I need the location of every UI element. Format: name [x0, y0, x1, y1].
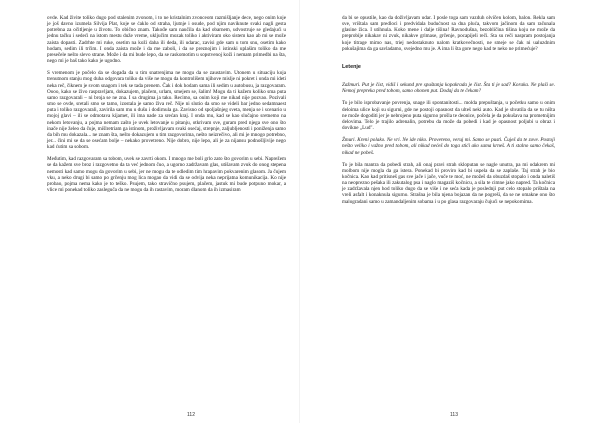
right-page: [300, 0, 600, 423]
page-number-right: 113: [450, 412, 458, 418]
left-paragraph: Međutim, kad razgovaram sa tobom, uvek se zavrti okom. I mnogo me boli grlo zato što govorim u sebi. Naprežem se da kažem sve broz i razgovetno da ta već jednom čuo, a ugorno zadržavam glas, utišavam zvuk do onog stepena nemosti kad samo mogu da govorim u sebi, jer ne mogu da te odledim tim hrapavim pokvarenim glasom. Ja čujem vku, a neko drugi bi samo po grčenju mog lica mogao da vidi da se odvija neka neprijatna komunikacija. Ko nije probao, pojma nema kako je to teško. Psujem, tako stravično psujem, plačem, jastuk mi bude potpuno mokar, a vlice mi ponekad toliko zasleguča da ne mogu da ih rastavim, moram dlanom da ih izmasiram: [47, 156, 286, 194]
section-heading: Letenje: [342, 63, 361, 70]
right-paragraph: da bi se opustile, kao da doživljavam udar. I posle toga sam vazduh olvičen kolom, balon. Rekla sam sve, vrištala sam predloci i predvidala budućnost sa dna pluća, takvom jačinom da sam računala glasine žica. I utihnula. Koko mene i dalje tišina! Ravnodušna, bezobličina tišina koju ne može da preprobije nikakav ni zvuk, nikakve grimase, grčenje, pocapijeli reči. Sta su reči naspram postojanja koje titrage mimo nas, triej nedostaknuto nalom kratkovečnosti, ne smeje se čak ni ualuzdnim pokušajima da ga savladamo, svejedno mu je. A ima li šta gore nego kad te neko ne primećuje?: [342, 15, 555, 52]
italic-paragraph: Žmuri. Kreni polako. Ne vri. Ne ide niko. Provereno, veruj mi. Samo se pusti. Čuješ da te zove. Postoji nešto veliko i važno pred tobom, ali nikad nećeš do toga stići ako sama krneš. A ti stalno samo čekaš, nikad ne pobeš.: [342, 137, 555, 156]
left-page-text: [47, 15, 286, 193]
page-number-left: 112: [187, 412, 195, 418]
right-paragraph: To je bilo isprobavanje povrenja, snage ili spontanitosti... molda prepuštanja, u početku samo u onim deloima ulice koji su sigurni, gde ne postoji opasnost da ulteš neki auto. Kad je shvatila da se tu ništa ne može dogoditi jer je nebrojeno puta sigurno prošla te deonice, počela je da pokušava na prometnijim delovima. Telo je trajilo adrenalin, potrebu da može da pobedi i kad je opasnost poljubi u obraz i dovikne „Lud".: [342, 100, 555, 132]
left-paragraph: ovde. Kad živite toliko dugo pod stalenim zvonom, i to ne kristalnim zvonceom razmišljanje dece, nego onim koje je još davno izumela Silvija Plat, koje se ćaklo od straha, ljutnje i osude, pod njim naviknute svaki nagli gesta potrebna za očitljenje u životu. To obično znam. Takođe sam naučila da kad obarnem, udvostruje se gledajući u jednu tačku i sedeći na istom mestu duže vreme, uključim mozak toliko i aktiviram oko sistem kao ab mi se može zaista dopasti. Zadrhte mi ruke, osetim na koži daha ili deda, ili udarac, zavisi gde sam u tom snu, osetim kako hodam, sedim ili trčim. I onda zaista može i da me zaboli, i da se preznojim i istinski uplašim toliko da me presečele nešto slevo strane. Može i da mi bude lepo, da se raskomotim u sopstvenoj koži i nemam primedbi na šta, nego mi je baš tako kako je ugodno.: [47, 15, 286, 65]
italic-paragraph: Zažmuri. Put je čist, vidiš i sekund pre spuštanja kopakrada je čist. Šta ti je sad? Koraka. Ne plaši se. Nemoj prepreka pred tobom, samo ohonen put. Dodaj da te čekam?: [342, 82, 555, 95]
right-paragraph: To je bila mantra da pobedi strah, ali onaj pravi strah skloputan se nagle unutra, pa mi odakrem mi molbom nije mogla da ga istera. Ponekad bi proviro kad bi uspela da se zaplaše. Taj strah je bio kočnica. Kao kad pritisneš gas sve jače i jače, vuče te moć, ne možeš da obuzdaš stopalo i onda naletiš na neoprezno pešaka ili zakutalog psa i naglo magaziš kočnicu, a sila te cimne jako napred. Ta kočnica je zadržavala njen hod toliko dugo da se više i ne seća kada je poslednji put celo stopalo prištala na vreli asfalt i konaknula sigurno. Strašna je bila njena bojazan da ne pogreši, da se ne omakne ono što malogradani samo u zamandaljenim sobama i u po glasa razgovaraju čujući se nepokornima.: [342, 161, 555, 205]
right-page-text: [342, 15, 555, 205]
left-paragraph: S vremenom je počelo da se događa da u tim snatrenjima ne mogu da se zaustavim. Utonem u situaciju koja trenutnom stanju mog duha odgovara toliko da više ne mogu da kontrolišem njihove mislje ni pokret i onda mi ideti neka reč, čiknem je svom snagom i tek se tada prenem. Čak i dok hodam sama ili sedim u autobusu, ja razgovaram. Oooo, kako se živo raspravljam, dokazujem, plačem, urlam, smejem se, šalim! Mogu da ti kažem koliko sma puta samo razgovarali – ni broja se ne zna. I sa drugima ja tako. Recimo, sa onim koji me nikad nije pozvao. Pozivali smo se ovde, sretali smo se tamo, izostala je samo živa reč. Nije ni slutio da smo se videli bar jedno sedamnaest puta i toliko razgovarali, zavirila sam mu u dušu i dodirnula ga. Zavisno od spoljašnjeg sveta, menja se i scenario u mojoj glavi – ili se odmotava kijamet, ili ima nade za srećan kraj. I onda mu, kad se kao slučajno sretnemo na nekom letovanju, a pojma nemam zašto je uvek letovanje u pitanju, otkrivam sve, guram pred njega sve ono što inače nije želeo da čuje, mišlretriam ga istinom, proživljavam svaki osećaj, strepnje, zaljubljenosti i poniženja samo da bih mu dokazala... ne znam šta, nešto dokazujem u tim razgovorima, nešto neizrečivo, ali mi je mnogo potrebno, jer... čini mi se da se osećam bolje – nekako provetreno. Nije dobro, nije lepo, ali je za nijansu podnošljivije nego kad ćutim sa sobom.: [47, 70, 286, 151]
